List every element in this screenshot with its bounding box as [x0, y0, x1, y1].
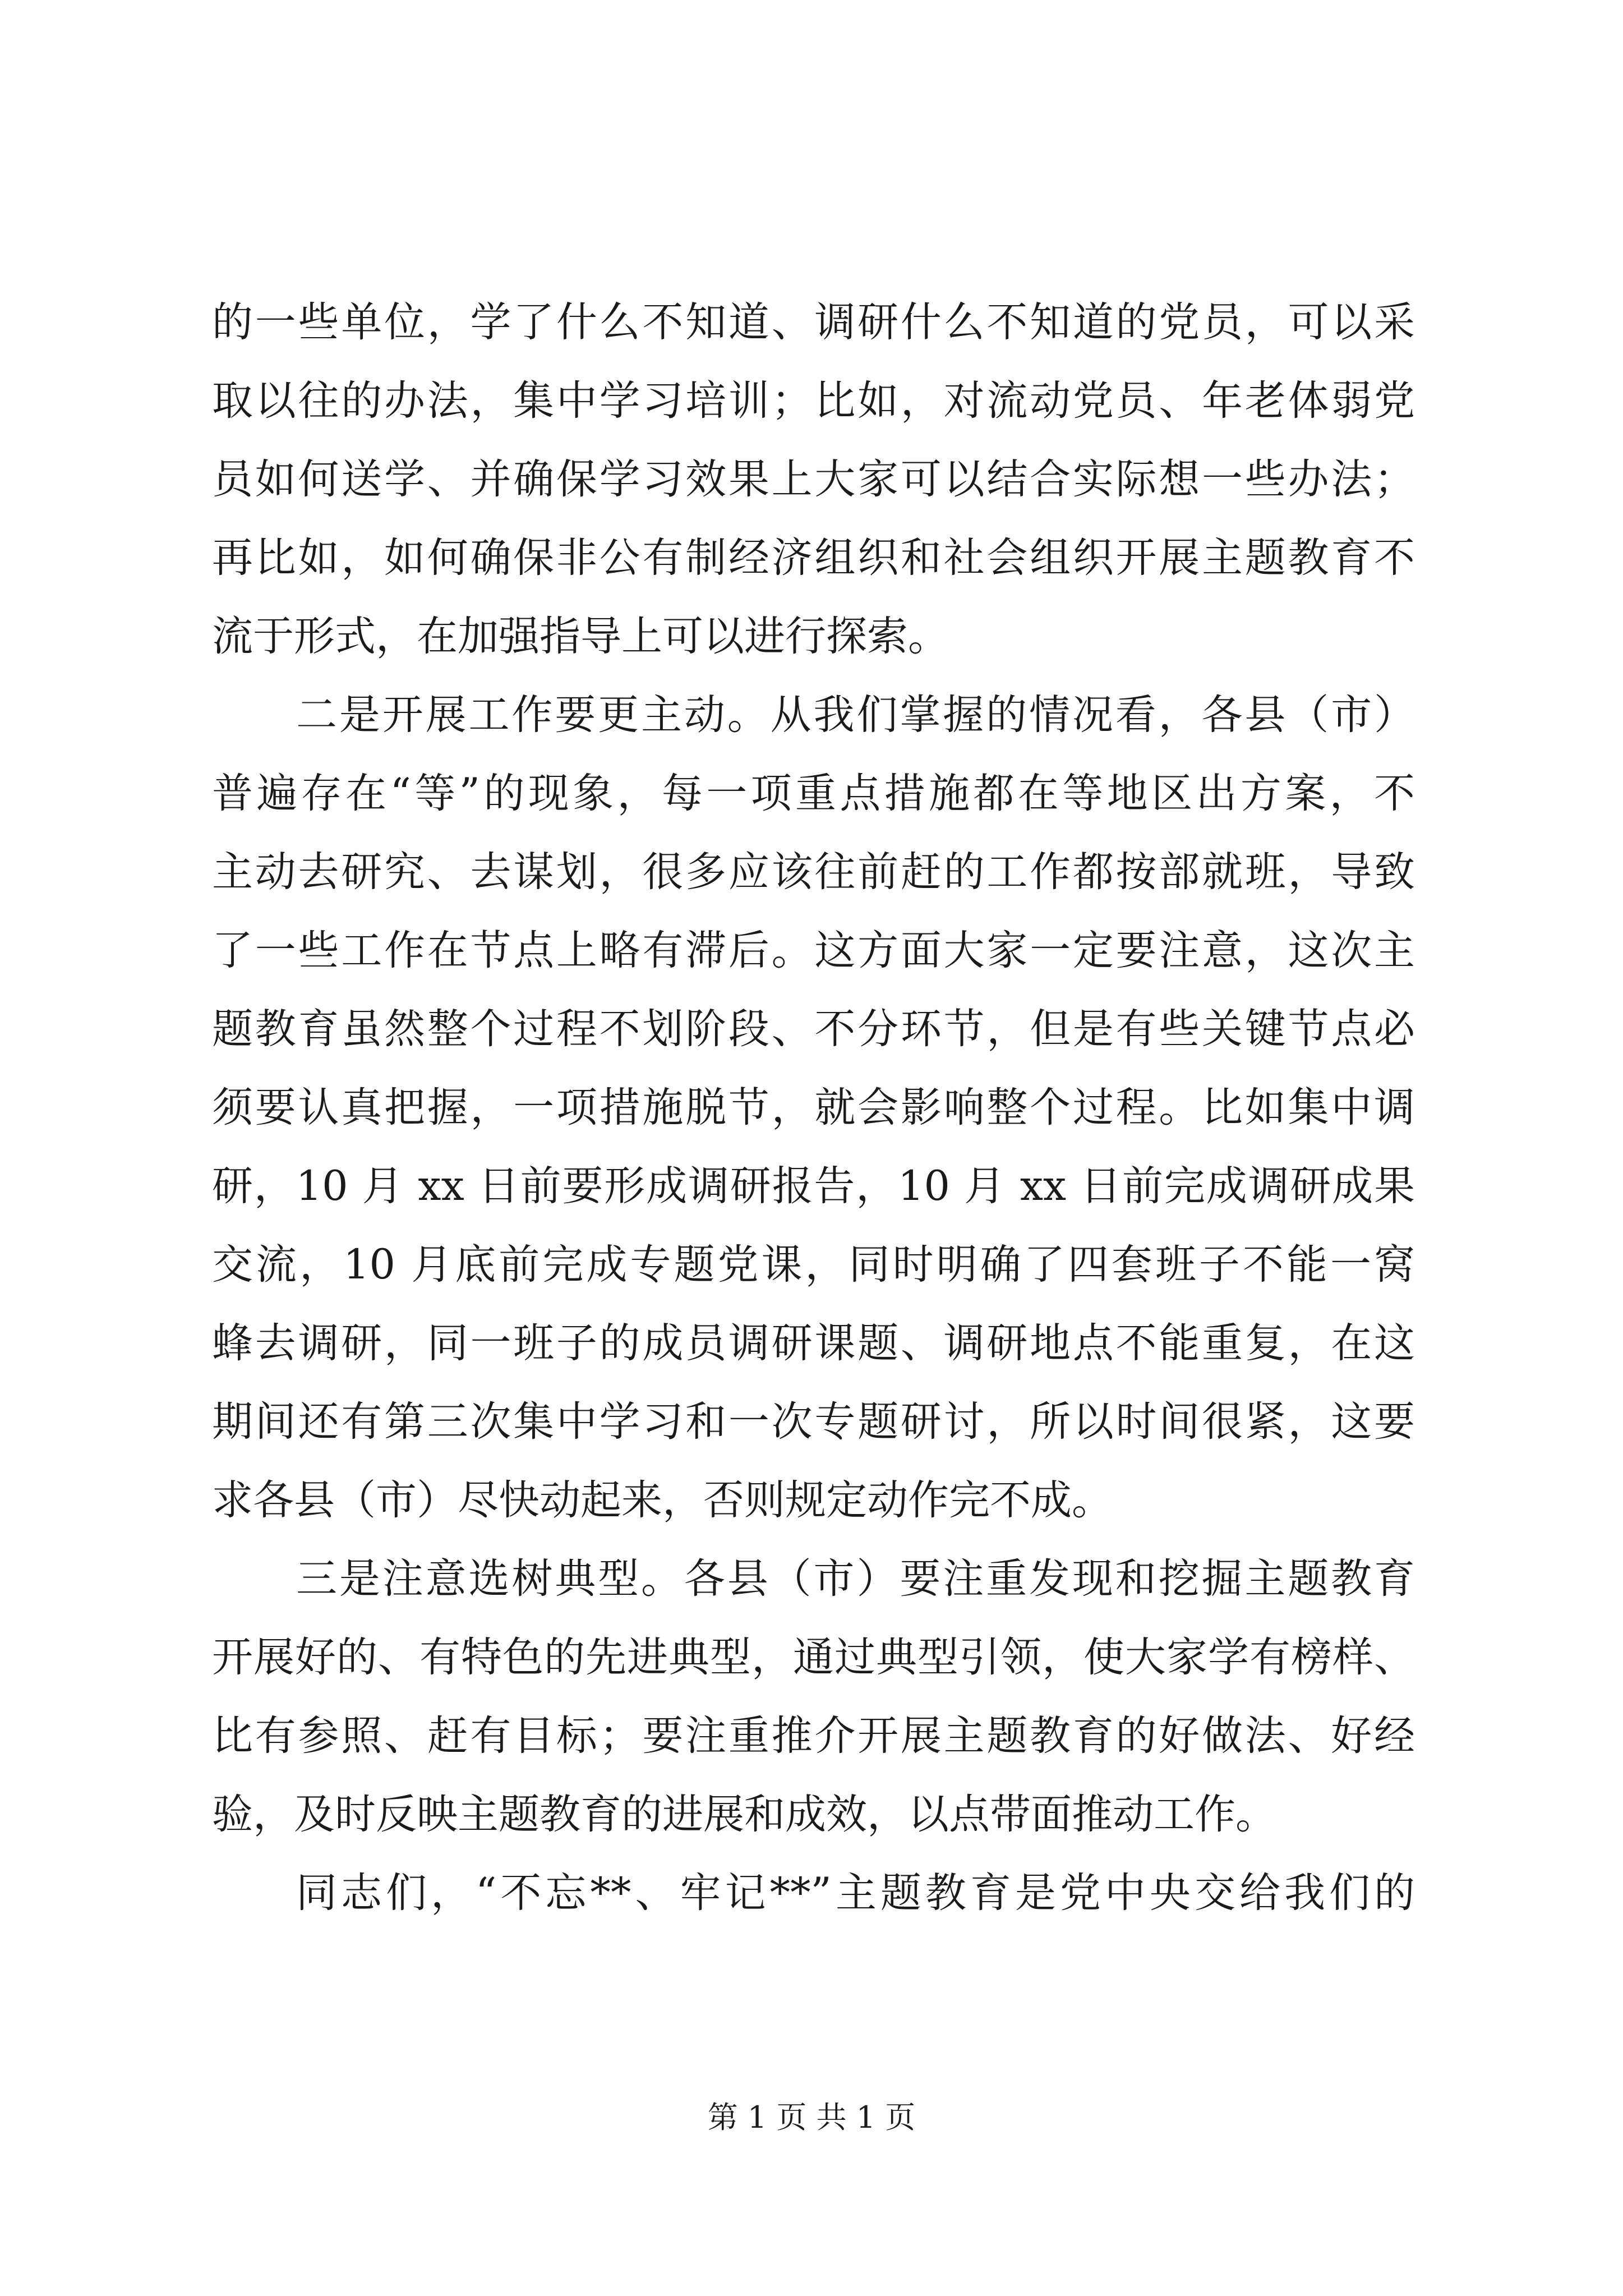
text-line: 须要认真把握，一项措施脱节，就会影响整个过程。比如集中调 [212, 1084, 1415, 1131]
text-line: 验，及时反映主题教育的进展和成效，以点带面推动工作。 [212, 1791, 1276, 1838]
text-line: 普遍存在“等”的现象，每一项重点措施都在等地区出方案，不 [212, 770, 1415, 817]
text-line: 求各县（市）尽快动起来，否则规定动作完不成。 [212, 1476, 1113, 1524]
text-line: 蜂去调研，同一班子的成员调研课题、调研地点不能重复，在这 [212, 1319, 1415, 1367]
page-footer: 第 1 页 共 1 页 [707, 2100, 916, 2135]
text-line: 二是开展工作要更主动。从我们掌握的情况看，各县（市） [296, 691, 1415, 739]
text-line: 三是注意选树典型。各县（市）要注重发现和挖掘主题教育 [296, 1555, 1415, 1603]
text-line: 取以往的办法，集中学习培训；比如，对流动党员、年老体弱党 [212, 377, 1415, 425]
text-line: 比有参照、赶有目标；要注重推介开展主题教育的好做法、好经 [212, 1712, 1415, 1760]
text-line: 开展好的、有特色的先进典型，通过典型引领，使大家学有榜样、 [212, 1634, 1415, 1681]
text-line: 交流，10 月底前完成专题党课，同时明确了四套班子不能一窝 [212, 1241, 1415, 1289]
text-line: 的一些单位，学了什么不知道、调研什么不知道的党员，可以采 [212, 298, 1415, 346]
text-line: 员如何送学、并确保学习效果上大家可以结合实际想一些办法； [212, 455, 1415, 503]
text-line: 题教育虽然整个过程不划阶段、不分环节，但是有些关键节点必 [212, 1005, 1415, 1053]
text-line: 同志们，“不忘**、牢记**”主题教育是党中央交给我们的 [296, 1869, 1415, 1917]
text-line: 了一些工作在节点上略有滞后。这方面大家一定要注意，这次主 [212, 927, 1415, 974]
text-line: 期间还有第三次集中学习和一次专题研讨，所以时间很紧，这要 [212, 1398, 1415, 1446]
text-line: 研，10 月 xx 日前要形成调研报告，10 月 xx 日前完成调研成果 [212, 1162, 1415, 1210]
text-line: 主动去研究、去谋划，很多应该往前赶的工作都按部就班，导致 [212, 848, 1415, 896]
text-line: 流于形式，在加强指导上可以进行探索。 [212, 613, 949, 660]
text-line: 再比如，如何确保非公有制经济组织和社会组织开展主题教育不 [212, 534, 1415, 582]
body-text [212, 283, 1415, 1932]
